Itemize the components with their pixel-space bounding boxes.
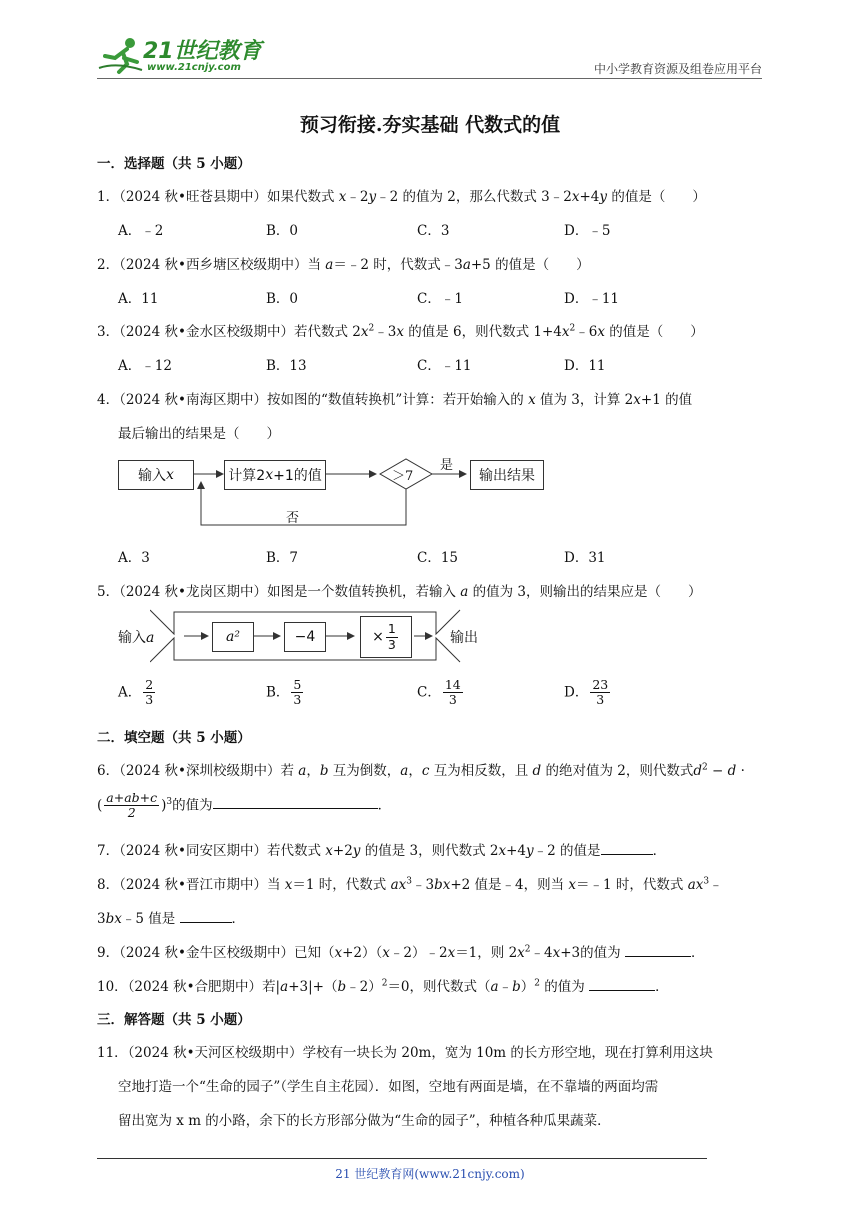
q5-option-d: D． $\frac{23}{3}$	[564, 677, 609, 708]
q4-option-c: C．15	[417, 550, 459, 566]
machine-input-label: 输入a	[118, 630, 155, 646]
q3-option-d: D．11	[564, 358, 606, 374]
question-6: 6．（2024 秋•深圳校级期中）若 a，b 互为倒数，a，c 互为相反数，且 d 的绝对值为 2，则代数式$d^2 - d$ ·	[97, 762, 745, 779]
question-3: 3．（2024 秋•金水区校级期中）若代数式 $2x^2﹣3x$ 的值是 6，则代数式 $1+4x^2﹣6x$ 的值是（ ）	[97, 323, 704, 340]
q3-option-a: A．﹣12	[118, 358, 172, 374]
q1-option-d: D．﹣5	[564, 223, 611, 239]
section-solve-heading: 三．解答题（共 5 小题）	[97, 1012, 251, 1028]
flow-output-box: 输出结果	[470, 460, 544, 490]
q10-answer-blank[interactable]	[589, 978, 655, 991]
header-rule	[97, 78, 762, 79]
logo-runner-icon	[97, 36, 147, 76]
question-5: 5．（2024 秋•龙岗区期中）如图是一个数值转换机，若输入 a 的值为 3，则输出的结果应是（ ）	[97, 584, 702, 600]
question-1: 1．（2024 秋•旺苍县期中）如果代数式 x﹣2y﹣2 的值为 2，那么代数式 3﹣2x+4y 的值是（ ）	[97, 189, 706, 205]
q3-option-c: C．﹣11	[417, 358, 472, 374]
q3-option-b: B．13	[266, 358, 307, 374]
q7-answer-blank[interactable]	[601, 842, 653, 855]
logo-text: 21世纪教育	[143, 39, 262, 64]
flow-condition: ＞7	[392, 469, 414, 484]
question-4-line2: 最后输出的结果是（ ）	[118, 426, 280, 442]
platform-name: 中小学教育资源及组卷应用平台	[593, 62, 762, 76]
q2-option-d: D．﹣11	[564, 291, 620, 307]
q4-option-a: A．3	[118, 550, 150, 566]
question-9: 9．（2024 秋•金牛区校级期中）已知（x+2）（x﹣2）﹣2x＝1，则 $2x^2﹣4x+3$的值为 ．	[97, 944, 705, 961]
q2-option-c: C．﹣1	[417, 291, 463, 307]
flow-no-label: 否	[286, 511, 300, 526]
question-10: 10．（2024 秋•合肥期中）若|a+3|+（b﹣2）$^2$＝0，则代数式（a﹣b）$^2$ 的值为 ．	[97, 978, 669, 995]
page-title: 预习衔接.夯实基础 代数式的值	[299, 114, 561, 136]
question-8-line2: 3bx﹣5 值是 ．	[97, 911, 246, 927]
question-7: 7．（2024 秋•同安区期中）若代数式 x+2y 的值是 3，则代数式 2x+4y﹣2 的值是 ．	[97, 843, 667, 859]
question-4: 4．（2024 秋•南海区期中）按如图的“数值转换机”计算：若开始输入的 x 值为 3，计算 2x+1 的值	[97, 392, 693, 408]
q1-option-c: C．3	[417, 223, 450, 239]
question-8: 8．（2024 秋•晋江市期中）当 x＝1 时，代数式 $ax^3﹣3bx+2$ 值是﹣4，则当 x＝﹣1 时，代数式 $ax^3﹣$	[97, 876, 723, 893]
q8-answer-blank[interactable]	[180, 910, 232, 923]
flow-calc-box: 计算2 x +1的值	[224, 460, 326, 490]
q4-option-b: B．7	[266, 550, 299, 566]
q2-option-a: A．11	[118, 291, 159, 307]
footer-text: 21 世纪教育网(www.21cnjy.com)	[335, 1167, 525, 1181]
machine-output-label: 输出	[450, 630, 478, 646]
flow-yes-label: 是	[440, 458, 454, 473]
q1-option-b: B．0	[266, 223, 299, 239]
question-11: 11．（2024 秋•天河区校级期中）学校有一块长为 20m，宽为 10m 的长方形空地，现在打算利用这块	[97, 1045, 713, 1061]
q9-answer-blank[interactable]	[625, 944, 691, 957]
section-fill-heading: 二．填空题（共 5 小题）	[97, 730, 251, 746]
q4-option-d: D．31	[564, 550, 606, 566]
question-6-line2: ( $\frac{a+ab+c}{2}$ )$^3$的值为 ．	[97, 790, 392, 821]
q6-answer-blank[interactable]	[213, 796, 378, 809]
flow-input-box: 输入 x	[118, 460, 194, 490]
machine-square-box: a²	[212, 622, 254, 652]
machine-times-third-box: × $\frac{1}{3}$	[360, 616, 412, 658]
q2-option-b: B．0	[266, 291, 299, 307]
q1-option-a: A．﹣2	[118, 223, 164, 239]
q5-option-a: A． $\frac{2}{3}$	[118, 677, 154, 708]
machine-minus4-box: −4	[284, 622, 326, 652]
question-11-line3: 留出宽为 x m 的小路，余下的长方形部分做为“生命的园子”，种植各种瓜果蔬菜．	[118, 1113, 611, 1129]
question-11-line2: 空地打造一个“生命的园子”（学生自主花园）．如图，空地有两面是墙，在不靠墙的两面均需	[118, 1079, 659, 1095]
section-choice-heading: 一．选择题（共 5 小题）	[97, 156, 251, 172]
header	[97, 30, 762, 80]
q5-option-c: C． $\frac{14}{3}$	[417, 677, 461, 708]
q5-option-b: B． $\frac{5}{3}$	[266, 677, 302, 708]
footer-rule	[97, 1158, 707, 1159]
logo-url: www.21cnjy.com	[147, 62, 241, 73]
question-2: 2．（2024 秋•西乡塘区校级期中）当 a＝﹣2 时，代数式﹣3a+5 的值是（ ）	[97, 257, 590, 273]
